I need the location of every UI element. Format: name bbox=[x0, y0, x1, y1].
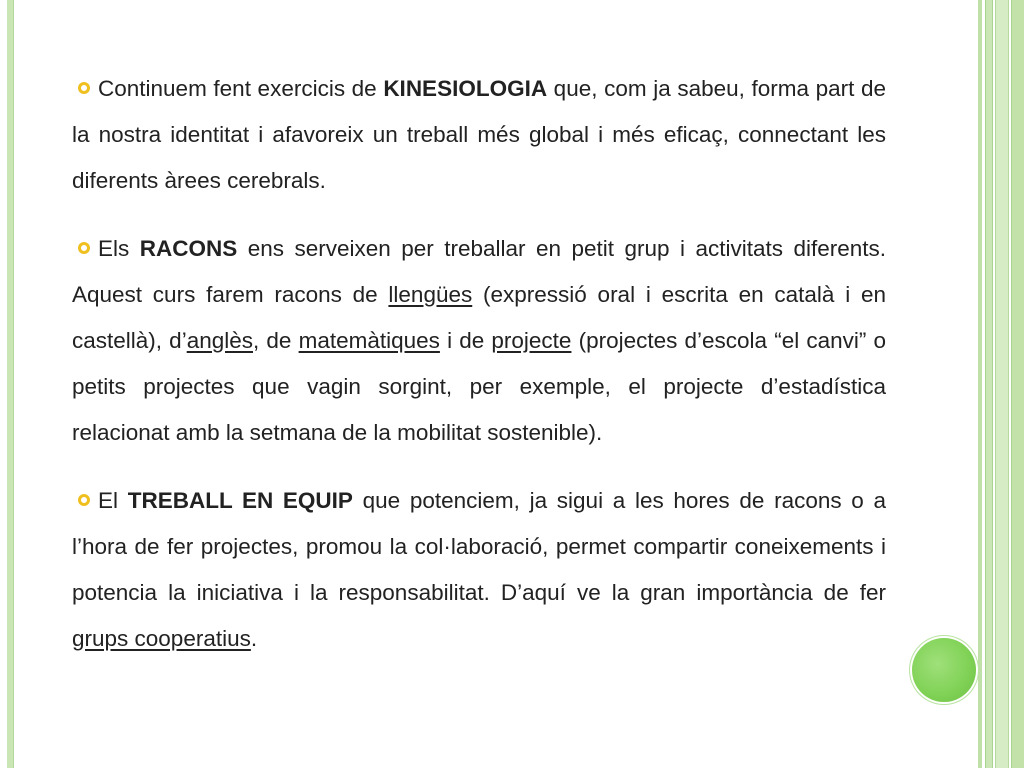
text-segment: que potenciem, ja sigui a les hores de racons o a l’hora de fer projectes, promou la col·laboració, permet compartir coneixements i potencia la iniciativa i la responsabilitat. D’aquí ve la gran importància de fer bbox=[72, 488, 887, 605]
paragraph-racons bbox=[72, 226, 886, 456]
right-frame-stripe bbox=[978, 0, 982, 768]
right-frame-stripe bbox=[985, 0, 993, 768]
text-segment: que, com ja sabeu, forma part de la nostra identitat i afavoreix un treball més global i més eficaç, connectant les diferents àrees cerebrals. bbox=[72, 76, 886, 193]
bullet-circle-icon bbox=[78, 242, 90, 254]
text-segment-underlined: anglès bbox=[186, 328, 254, 353]
decorative-green-circle bbox=[912, 638, 976, 702]
text-segment-bold: RACONS bbox=[139, 236, 238, 261]
text-segment: (projectes d’escola “el canvi” o petits projectes que vagin sorgint, per exemple, el projecte d’estadística relacionat amb la setmana de la mobilitat sostenible). bbox=[72, 328, 887, 445]
paragraph-kinesiologia bbox=[72, 66, 886, 204]
text-segment: El bbox=[98, 488, 128, 513]
bullet-circle-icon bbox=[78, 494, 90, 506]
text-segment: (expressió oral i escrita en català i en castellà), d’ bbox=[72, 282, 886, 353]
text-segment-bold: KINESIOLOGIA bbox=[383, 76, 548, 101]
left-frame-stripe bbox=[7, 0, 14, 768]
text-segment: . bbox=[250, 626, 258, 651]
text-segment-underlined: matemàtiques bbox=[298, 328, 440, 353]
paragraph-treball-en-equip bbox=[72, 478, 886, 662]
right-frame-stripe bbox=[995, 0, 1009, 768]
slide-content bbox=[72, 66, 886, 684]
text-segment: Els bbox=[98, 236, 140, 261]
text-segment: , de bbox=[253, 328, 299, 353]
right-frame-stripe bbox=[1011, 0, 1024, 768]
text-segment-underlined: llengües bbox=[388, 282, 473, 307]
text-segment-bold: TREBALL EN EQUIP bbox=[127, 488, 353, 513]
bullet-circle-icon bbox=[78, 82, 90, 94]
text-segment: Continuem fent exercicis de bbox=[98, 76, 384, 101]
text-segment-underlined: grups cooperatius bbox=[72, 626, 251, 651]
text-segment: i de bbox=[439, 328, 492, 353]
text-segment: ens serveixen per treballar en petit grup i activitats diferents. Aquest curs farem racons de bbox=[72, 236, 886, 307]
text-segment-underlined: projecte bbox=[491, 328, 572, 353]
